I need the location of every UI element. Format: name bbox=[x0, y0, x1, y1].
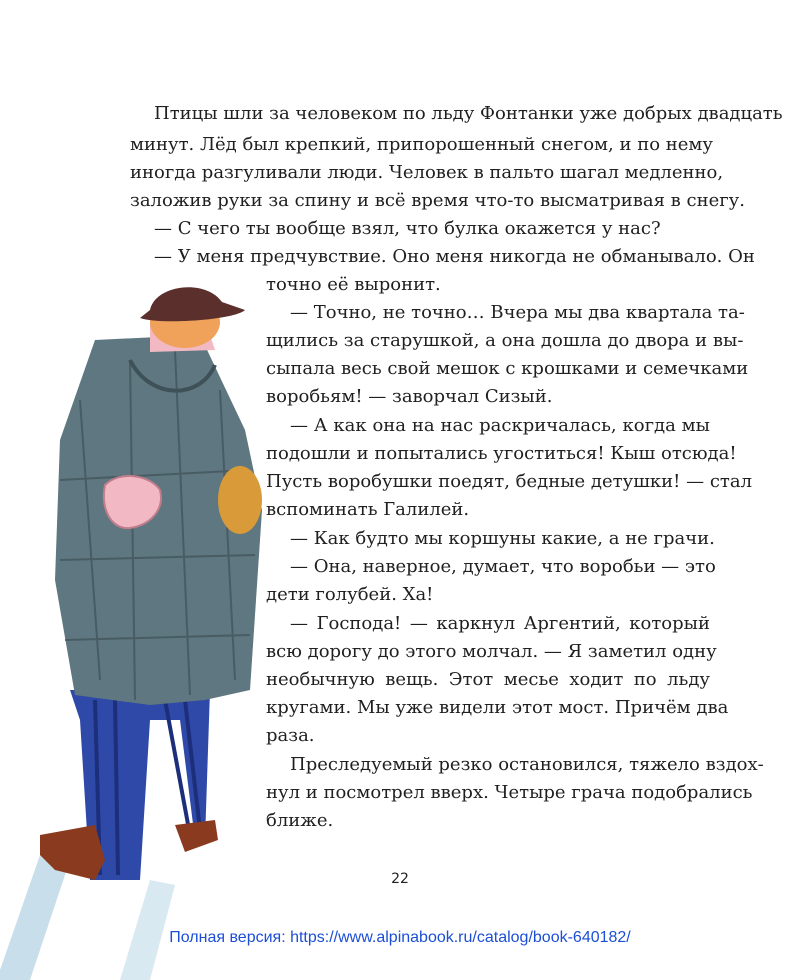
text-line: — У меня предчувствие. Оно меня никогда не обманывало. Он bbox=[154, 246, 755, 267]
text-line: заложив руки за спину и всё время что-то высматривая в снегу. bbox=[130, 190, 745, 211]
text-line: нул и посмотрел вверх. Четыре грача подобрались bbox=[266, 782, 753, 803]
ice-shadow-left bbox=[0, 855, 70, 980]
text-line: сыпала весь свой мешок с крошками и семечками bbox=[266, 358, 749, 379]
text-line: воробьям! — заворчал Сизый. bbox=[266, 386, 553, 407]
text-line: — Господа! — каркнул Аргентий, который bbox=[290, 613, 710, 634]
text-line: вспоминать Галилей. bbox=[266, 499, 470, 520]
text-line: ближе. bbox=[266, 810, 334, 831]
text-line: Преследуемый резко остановился, тяжело вздох- bbox=[290, 754, 764, 775]
full-version-link[interactable]: Полная версия: https://www.alpinabook.ru/catalog/book-640182/ bbox=[169, 929, 631, 946]
text-line: точно её выронит. bbox=[266, 274, 441, 295]
text-line: минут. Лёд был крепкий, припорошенный снегом, и по нему bbox=[130, 134, 713, 155]
text-line: всю дорогу до этого молчал. — Я заметил одну bbox=[266, 641, 717, 662]
text-line: — Как будто мы коршуны какие, а не грачи. bbox=[290, 528, 715, 549]
hat bbox=[140, 287, 245, 321]
loaf bbox=[218, 466, 262, 534]
text-line: подошли и попытались угоститься! Кыш отсюда! bbox=[266, 443, 737, 464]
text-line: необычную вещь. Этот месье ходит по льду bbox=[266, 669, 710, 690]
text-line: кругами. Мы уже видели этот мост. Причём два bbox=[266, 697, 729, 718]
man-in-coat-illustration bbox=[0, 280, 290, 980]
text-line: дети голубей. Ха! bbox=[266, 584, 434, 605]
text-line: — С чего ты вообще взял, что булка окажется у нас? bbox=[154, 218, 661, 239]
text-line: Птицы шли за человеком по льду Фонтанки уже добрых двадцать bbox=[154, 103, 783, 124]
page-number: 22 bbox=[391, 871, 409, 887]
text-line: — Точно, не точно… Вчера мы два квартала та- bbox=[290, 302, 745, 323]
text-line: — Она, наверное, думает, что воробьи — это bbox=[290, 556, 716, 577]
text-line: Пусть воробушки поедят, бедные детушки! — стал bbox=[266, 471, 753, 492]
text-line: иногда разгуливали люди. Человек в пальто шагал медленно, bbox=[130, 162, 724, 183]
right-shoe bbox=[175, 820, 218, 852]
text-line: — А как она на нас раскричалась, когда мы bbox=[290, 415, 710, 436]
text-line: щились за старушкой, а она дошла до двора и вы- bbox=[266, 330, 744, 351]
text-line: раза. bbox=[266, 725, 315, 746]
